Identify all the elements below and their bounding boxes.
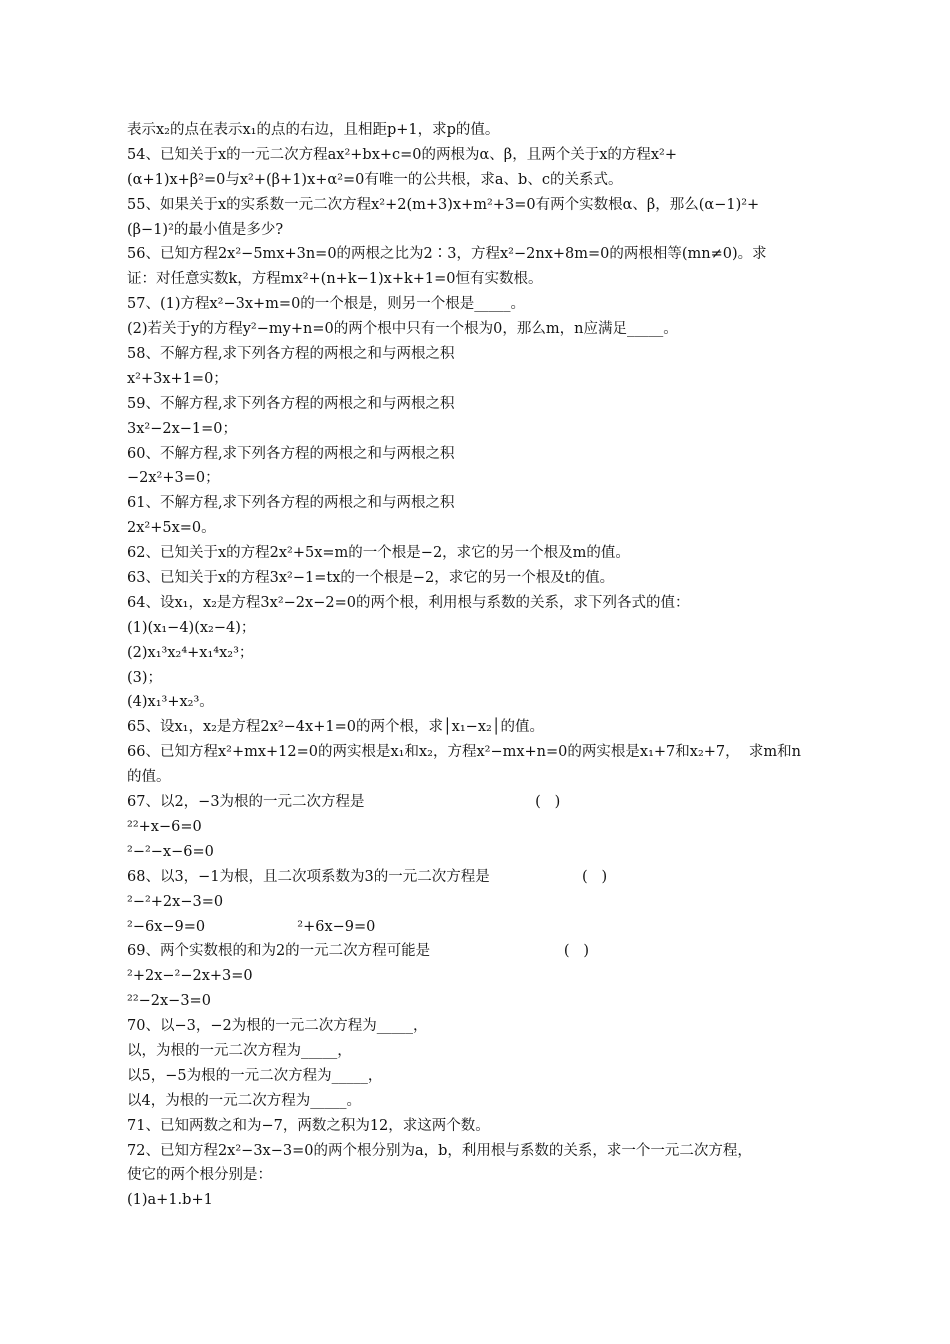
problem-70-part-1: 70、以−3，−2为根的一元二次方程为_____，	[127, 1018, 428, 1035]
problem-61-equation: 2x²+5x=0。	[127, 520, 216, 537]
problem-70-part-4: 以4，为根的一元二次方程为_____。	[127, 1092, 361, 1109]
problem-text-block	[127, 118, 827, 1213]
problem-57-part-2: (2)若关于y的方程y²−my+n=0的两个根中只有一个根为0，那么m，n应满足_____。	[127, 321, 678, 338]
problem-72-line-2: 使它的两个根分别是：	[127, 1167, 272, 1184]
problem-55-line-2: (β−1)²的最小值是多少?	[127, 221, 284, 238]
problem-56-line-1: 56、已知方程2x²−5mx+3n=0的两根之比为2∶3，方程x²−2nx+8m=0的两根相等(mn≠0)。求	[127, 246, 767, 263]
problem-65: 65、设x₁，x₂是方程2x²−4x+1=0的两个根，求│x₁−x₂│的值。	[127, 719, 545, 736]
problem-54-line-2: (α+1)x+β²=0与x²+(β+1)x+α²=0有唯一的公共根，求a、b、c的关系式。	[127, 171, 623, 188]
problem-59-prompt: 59、不解方程,求下列各方程的两根之和与两根之积	[127, 395, 455, 412]
problem-67-option-line-2: ²−²−x−6=0	[127, 843, 214, 860]
problem-60-prompt: 60、不解方程,求下列各方程的两根之和与两根之积	[127, 445, 455, 462]
problem-56-line-2: 证：对任意实数k，方程mx²+(n+k−1)x+k+1=0恒有实数根。	[127, 271, 543, 288]
problem-72-part-1: (1)a+1.b+1	[127, 1192, 213, 1209]
problem-67-prompt: 67、以2，−3为根的一元二次方程是 ( )	[127, 794, 561, 811]
problem-70-part-3: 以5，−5为根的一元二次方程为_____，	[127, 1067, 383, 1084]
problem-60-equation: −2x²+3=0；	[127, 470, 220, 487]
problem-71: 71、已知两数之和为−7，两数之积为12，求这两个数。	[127, 1117, 490, 1134]
problem-58-equation: x²+3x+1=0；	[127, 370, 228, 387]
problem-70-part-2: 以，为根的一元二次方程为_____，	[127, 1042, 352, 1059]
problem-54-line-1: 54、已知关于x的一元二次方程ax²+bx+c=0的两根为α、β，且两个关于x的方程x²+	[127, 146, 678, 163]
problem-66-line-2: 的值。	[127, 769, 171, 786]
problem-72-line-1: 72、已知方程2x²−3x−3=0的两个根分别为a，b，利用根与系数的关系，求一个一元二次方程，	[127, 1142, 752, 1159]
problem-63: 63、已知关于x的方程3x²−1=tx的一个根是−2，求它的另一个根及t的值。	[127, 570, 615, 587]
problem-64-part-2: (2)x₁³x₂⁴+x₁⁴x₂³；	[127, 644, 254, 661]
problem-61-prompt: 61、不解方程,求下列各方程的两根之和与两根之积	[127, 495, 455, 512]
problem-67-option-line-1: ²²+x−6=0	[127, 818, 202, 835]
problem-66-line-1: 66、已知方程x²+mx+12=0的两实根是x₁和x₂，方程x²−mx+n=0的两实根是x₁+7和x₂+7， 求m和n	[127, 744, 801, 761]
problem-68-option-line-1: ²−²+2x−3=0	[127, 893, 224, 910]
problem-58-prompt: 58、不解方程,求下列各方程的两根之和与两根之积	[127, 346, 455, 363]
problem-69-option-line-2: ²²−2x−3=0	[127, 993, 211, 1010]
problem-64-part-4: (4)x₁³+x₂³。	[127, 694, 214, 711]
problem-68-option-line-2: ²−6x−9=0 ²+6x−9=0	[127, 918, 376, 935]
text-line: 表示x₂的点在表示x₁的点的右边，且相距p+1，求p的值。	[127, 122, 500, 138]
problem-64-prompt: 64、设x₁，x₂是方程3x²−2x−2=0的两个根，利用根与系数的关系，求下列各式的值：	[127, 594, 690, 611]
problem-59-equation: 3x²−2x−1=0；	[127, 420, 238, 437]
problem-62: 62、已知关于x的方程2x²+5x=m的一个根是−2，求它的另一个根及m的值。	[127, 545, 630, 562]
problem-68-prompt: 68、以3，−1为根，且二次项系数为3的一元二次方程是 ( )	[127, 868, 608, 885]
problem-69-option-line-1: ²+2x−²−2x+3=0	[127, 968, 253, 985]
problem-55-line-1: 55、如果关于x的实系数一元二次方程x²+2(m+3)x+m²+3=0有两个实数根α、β，那么(α−1)²+	[127, 196, 760, 213]
problem-57-part-1: 57、(1)方程x²−3x+m=0的一个根是，则另一个根是_____。	[127, 296, 526, 313]
problem-64-part-3: (3)；	[127, 669, 163, 686]
problem-64-part-1: (1)(x₁−4)(x₂−4)；	[127, 619, 256, 636]
problem-69-prompt: 69、两个实数根的和为2的一元二次方程可能是 ( )	[127, 943, 589, 960]
